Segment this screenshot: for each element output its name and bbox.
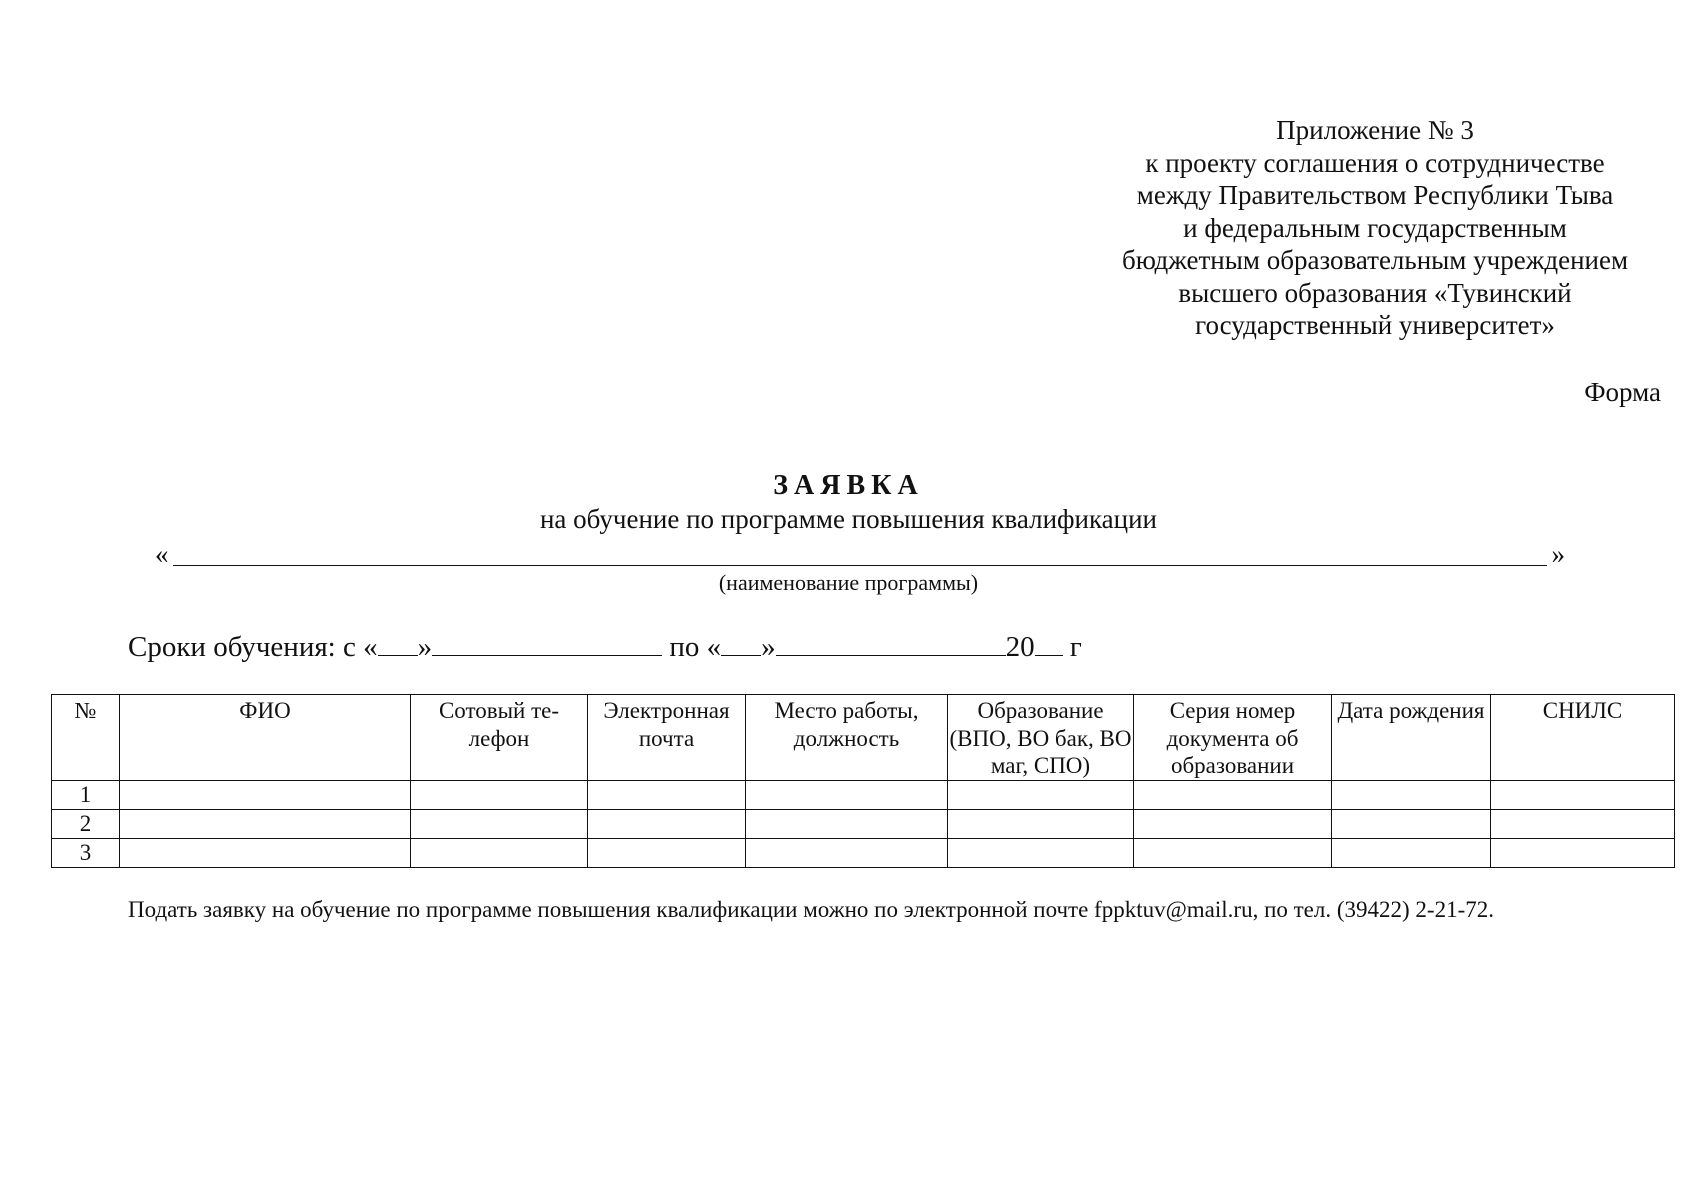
workplace-cell[interactable]: [746, 781, 948, 810]
fio-cell[interactable]: [120, 781, 411, 810]
phone-cell[interactable]: [411, 781, 588, 810]
phone-cell[interactable]: [411, 810, 588, 839]
form-label: Форма: [1584, 377, 1661, 407]
education-cell[interactable]: [948, 781, 1134, 810]
program-close-quote: »: [1551, 539, 1565, 569]
column-header-number: №: [52, 695, 120, 781]
workplace-cell[interactable]: [746, 810, 948, 839]
email-cell[interactable]: [588, 781, 746, 810]
column-header-phone: Сотовый те-лефон: [411, 695, 588, 781]
appendix-line: между Правительством Республики Тыва: [1136, 180, 1614, 210]
appendix-line: государственный университет»: [1195, 310, 1555, 340]
appendix-line: к проекту соглашения о сотрудничестве: [1145, 147, 1605, 178]
birthdate-cell[interactable]: [1332, 781, 1491, 810]
fio-cell[interactable]: [120, 810, 411, 839]
dates-close-quote-1: »: [417, 631, 433, 663]
training-dates-line: [128, 629, 1082, 663]
snils-cell[interactable]: [1491, 839, 1675, 868]
start-day-blank[interactable]: [378, 629, 418, 656]
diploma-cell[interactable]: [1134, 781, 1332, 810]
education-cell[interactable]: [948, 810, 1134, 839]
email-cell[interactable]: [588, 839, 746, 868]
column-header-birthdate: Дата рождения: [1332, 695, 1491, 781]
column-header-snils: СНИЛС: [1491, 695, 1675, 781]
appendix-line: высшего образования «Тувинский: [1178, 277, 1572, 308]
snils-cell[interactable]: [1491, 810, 1675, 839]
dates-close-quote-2: »: [761, 631, 776, 663]
email-cell[interactable]: [588, 810, 746, 839]
row-number-cell: 2: [52, 810, 120, 839]
appendix-line: и федеральным государственным: [1183, 212, 1567, 243]
end-day-blank[interactable]: [721, 629, 761, 656]
program-open-quote: «: [155, 539, 169, 569]
footer-note: Подать заявку на обучение по программе повышения квалификации можно по электронной почте fppktuv@mail.ru, по тел. (39422) 2-21-72.: [128, 897, 1494, 922]
table-header-row: [52, 695, 1675, 781]
column-header-fio: ФИО: [120, 695, 411, 781]
appendix-line: Приложение № 3: [1276, 115, 1474, 145]
fio-cell[interactable]: [120, 839, 411, 868]
start-month-blank[interactable]: [432, 629, 662, 656]
snils-cell[interactable]: [1491, 781, 1675, 810]
birthdate-cell[interactable]: [1332, 810, 1491, 839]
row-number-cell: 3: [52, 839, 120, 868]
year-suffix: г: [1069, 631, 1082, 663]
end-month-blank[interactable]: [776, 629, 1006, 656]
program-name-blank[interactable]: [173, 565, 1547, 566]
appendix-line: бюджетным образовательным учреждением: [1121, 245, 1629, 275]
table-row: [52, 839, 1675, 868]
diploma-cell[interactable]: [1134, 839, 1332, 868]
workplace-cell[interactable]: [746, 839, 948, 868]
program-name-field[interactable]: [155, 538, 1565, 572]
birthdate-cell[interactable]: [1332, 839, 1491, 868]
phone-cell[interactable]: [411, 839, 588, 868]
education-cell[interactable]: [948, 839, 1134, 868]
column-header-diploma: Серия номер документа об образовании: [1134, 695, 1332, 781]
applicants-table: [51, 694, 1675, 868]
year-prefix: 20: [1005, 631, 1035, 663]
diploma-cell[interactable]: [1134, 810, 1332, 839]
column-header-education: Образование (ВПО, ВО бак, ВО маг, СПО): [948, 695, 1134, 781]
table-row: [52, 781, 1675, 810]
appendix-header: [1105, 114, 1645, 342]
column-header-workplace: Место работы, должность: [746, 695, 948, 781]
table-row: [52, 810, 1675, 839]
program-caption: (наименование программы): [718, 570, 979, 595]
year-blank[interactable]: [1035, 629, 1063, 656]
column-header-email: Электронная почта: [588, 695, 746, 781]
document-subtitle: на обучение по программе повышения квалификации: [539, 504, 1158, 534]
row-number-cell: 1: [52, 781, 120, 810]
dates-label: Сроки обучения: с «: [128, 631, 378, 663]
document-title: ЗАЯВКА: [773, 470, 924, 501]
dates-po-label: по «: [669, 631, 722, 663]
